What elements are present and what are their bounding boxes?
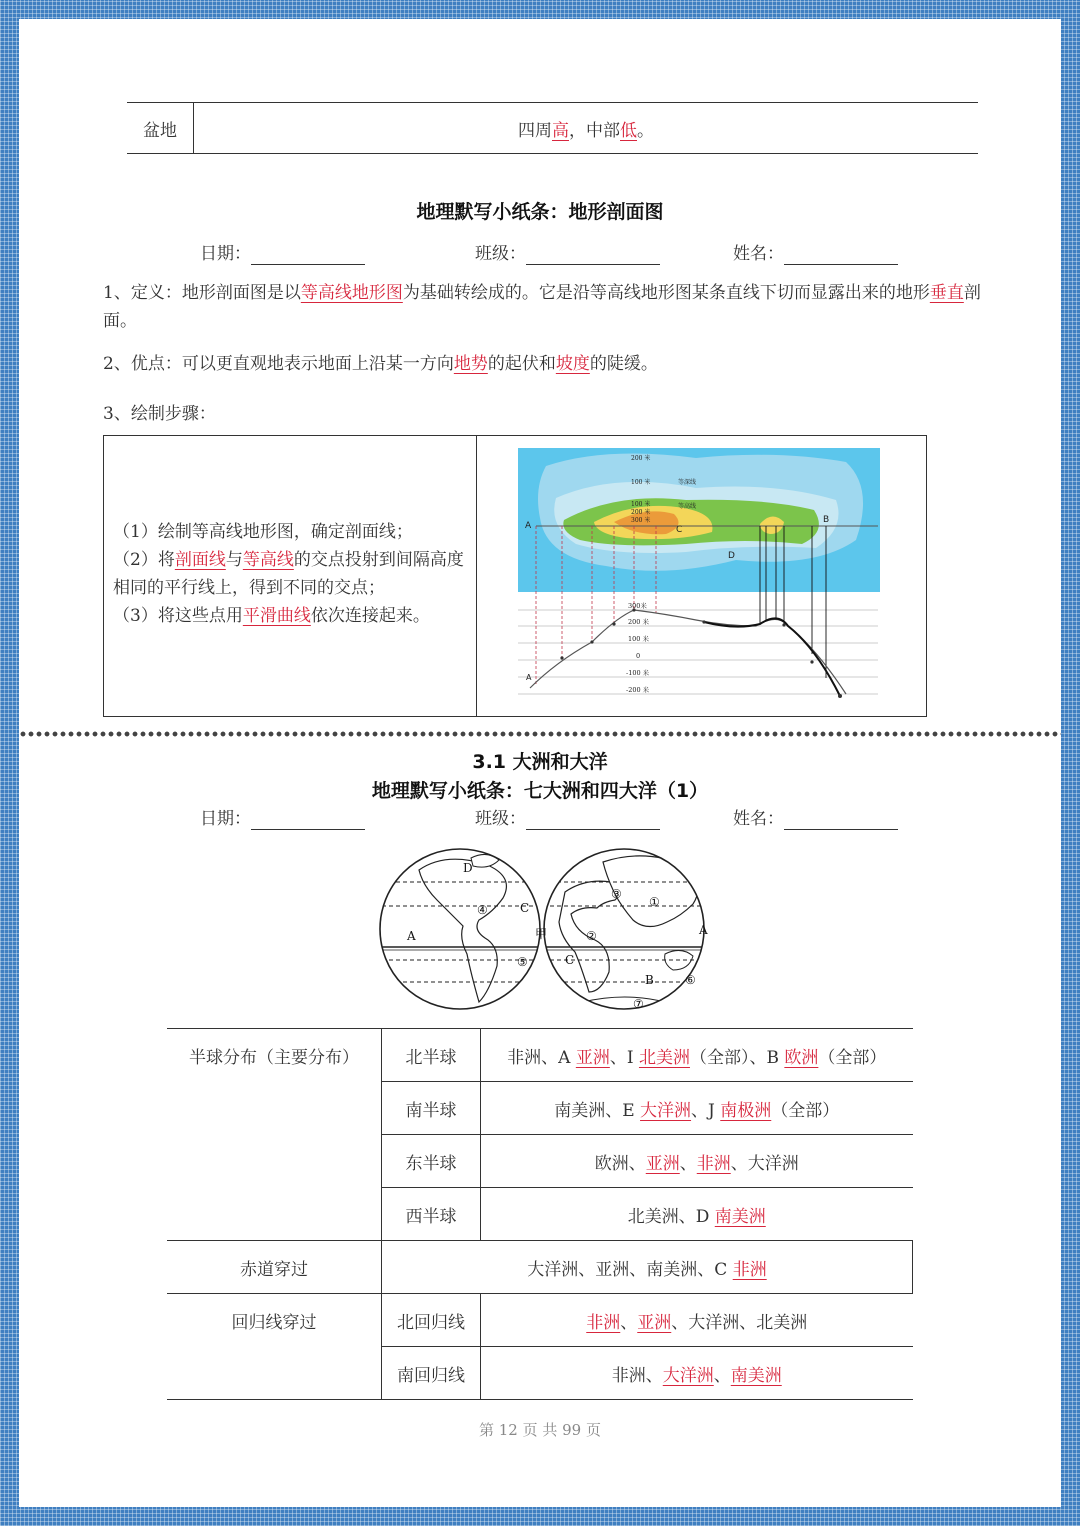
- advantage-paragraph: 2、优点：可以更直观地表示地面上沿某一方向地势的起伏和坡度的陡缓。: [103, 354, 658, 374]
- map-label: ③: [611, 887, 622, 901]
- map-label: A: [407, 929, 416, 943]
- map-label: D: [463, 861, 473, 875]
- section2-title: 地理默写小纸条：七大洲和四大洋（1）: [371, 780, 709, 802]
- hemisphere-header: 半球分布（主要分布）: [167, 1029, 382, 1241]
- basin-desc: 四周高，中部低。: [518, 120, 654, 141]
- east-hemisphere-label: 东半球: [382, 1135, 481, 1188]
- map-point-c: C: [676, 525, 683, 535]
- map-label: ②: [586, 929, 597, 943]
- world-map-figure: [375, 842, 711, 1016]
- map-point-a: A: [525, 521, 532, 531]
- west-hemisphere-label: 西半球: [382, 1188, 481, 1241]
- profile-point-a: A: [526, 673, 532, 682]
- map-point-b: B: [823, 515, 830, 525]
- page-paper: [19, 19, 1061, 1507]
- east-hemisphere-value: 欧洲、亚洲、非洲、大洋洲: [594, 1153, 799, 1174]
- map-label: 100 米: [631, 479, 651, 486]
- map-label: A: [699, 923, 708, 937]
- map-label: ④: [477, 903, 488, 917]
- north-hemisphere-value: 非洲、A 亚洲、I 北美洲（全部）、B 欧洲（全部）: [507, 1047, 887, 1068]
- section1-name: 姓名：: [733, 239, 898, 265]
- page-footer: 第 12 页 共 99 页: [478, 1421, 601, 1439]
- profile-label: 100 米: [628, 635, 649, 643]
- map-label: ⑤: [517, 955, 528, 969]
- section1-title: 地理默写小纸条：地形剖面图: [416, 201, 664, 223]
- tropic-cancer-value: 非洲、亚洲、大洋洲、北美洲: [586, 1312, 808, 1333]
- map-label: 等深线: [678, 479, 697, 486]
- chapter-title: 3.1 大洲和大洋: [472, 751, 608, 773]
- tropic-capricorn-value: 非洲、大洋洲、南美洲: [611, 1365, 782, 1386]
- map-label: C: [520, 901, 530, 915]
- section1-class: 班级：: [475, 239, 660, 265]
- profile-label: 0: [636, 652, 641, 660]
- steps-text: （1）绘制等高线地形图，确定剖面线； （2）将剖面线与等高线的交点投射到间隔高度相同的平行线上，得到不同的交点； （3）将这些点用平滑曲线依次连接起来。: [113, 522, 464, 626]
- north-hemisphere-label: 北半球: [382, 1029, 481, 1082]
- map-label: 200 米: [631, 509, 651, 516]
- continents-table: [167, 1028, 913, 1400]
- map-label: 等高线: [678, 503, 697, 510]
- section2-class: 班级：: [475, 804, 660, 830]
- south-hemisphere-label: 南半球: [382, 1082, 481, 1135]
- profile-label: -200 米: [626, 686, 650, 694]
- tropic-label: 回归线穿过: [167, 1294, 382, 1400]
- map-label: ⑦: [633, 997, 644, 1011]
- equator-value: 大洋洲、亚洲、南美洲、C 非洲: [382, 1241, 913, 1294]
- west-hemisphere-value: 北美洲、D 南美洲: [627, 1206, 766, 1227]
- map-label: 200 米: [631, 455, 651, 462]
- steps-box: [103, 435, 927, 717]
- basin-table: [127, 102, 978, 154]
- map-point-d: D: [728, 551, 735, 561]
- profile-label: 300米: [628, 602, 647, 610]
- section2-name: 姓名：: [733, 804, 898, 830]
- tropic-cancer-label: 北回归线: [382, 1294, 481, 1347]
- map-label: ⑥: [685, 973, 696, 987]
- equator-label: 赤道穿过: [167, 1241, 382, 1294]
- map-label: 甲: [535, 927, 548, 941]
- tropic-capricorn-label: 南回归线: [382, 1347, 481, 1400]
- section1-date: 日期：: [200, 239, 365, 265]
- section2-date: 日期：: [200, 804, 365, 830]
- map-label: 100 米: [631, 501, 651, 508]
- map-label: 300 米: [631, 517, 651, 524]
- map-label: C: [565, 953, 575, 967]
- profile-figure: [516, 448, 886, 706]
- south-hemisphere-value: 南美洲、E 大洋洲、J 南极洲（全部）: [554, 1100, 840, 1121]
- definition-paragraph: 1、定义：地形剖面图是以等高线地形图为基础转绘成的。它是沿等高线地形图某条直线下切而显露出来的地形垂直剖面。: [103, 283, 981, 331]
- basin-term: 盆地: [127, 103, 194, 154]
- profile-label: -100 米: [626, 669, 650, 677]
- map-label: B: [645, 973, 654, 987]
- map-label: ①: [649, 895, 660, 909]
- steps-heading: 3、绘制步骤：: [103, 404, 216, 424]
- section-divider: [19, 730, 1061, 738]
- profile-label: 200 米: [628, 618, 649, 626]
